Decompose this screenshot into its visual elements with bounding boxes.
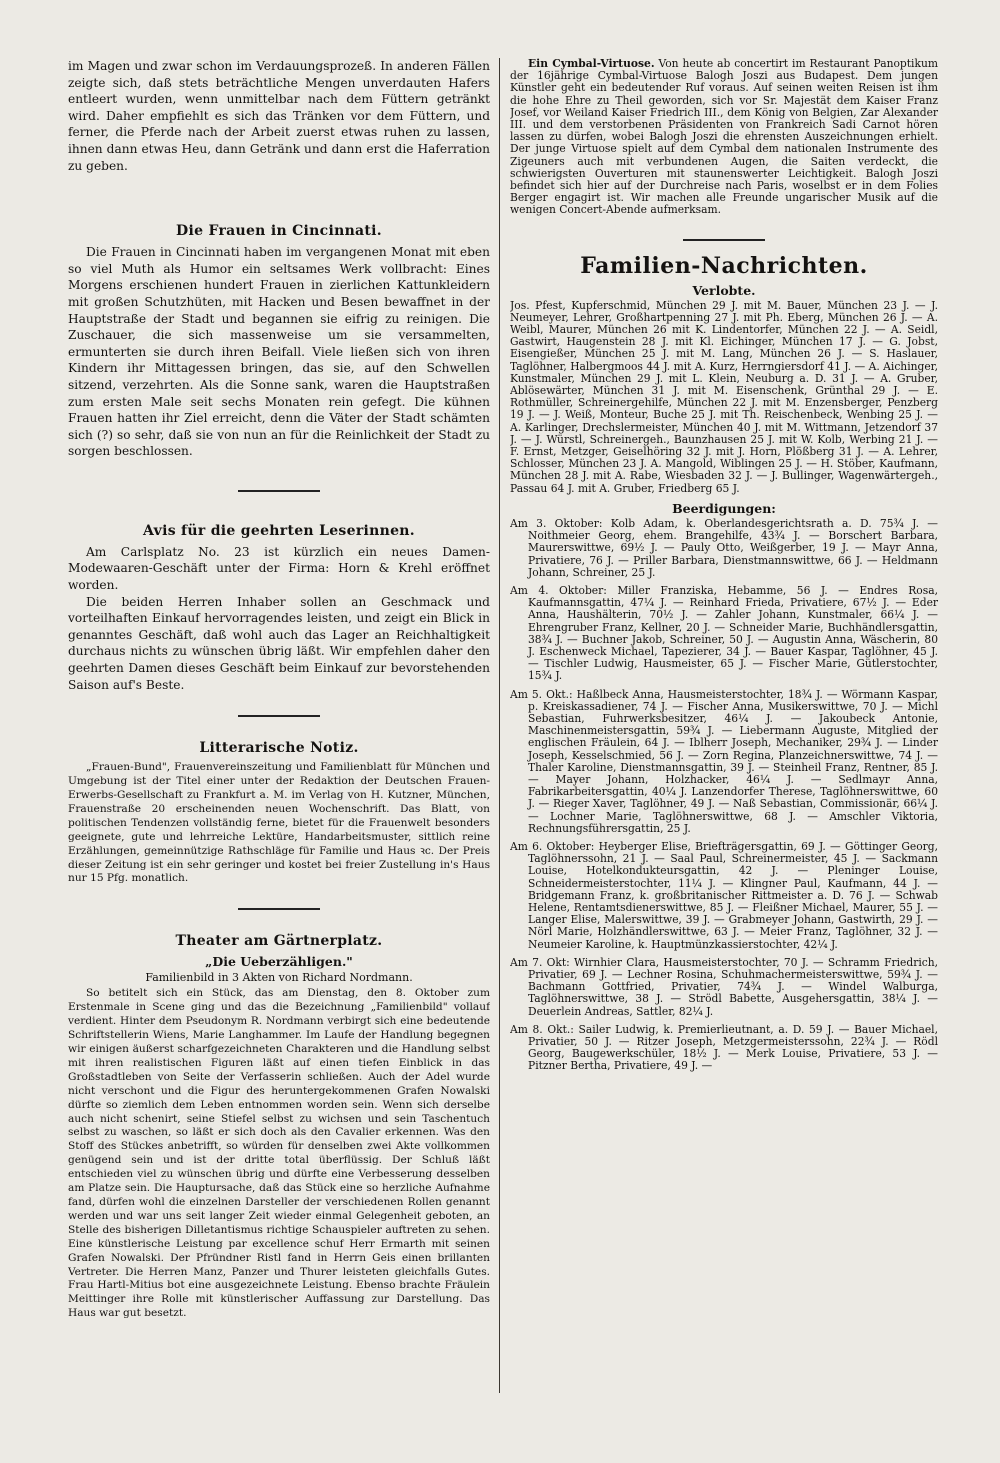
burial-entry: Am 5. Okt.: Haßlbeck Anna, Hausmeisterstochter, 18¾ J. — Wörmann Kaspar, p. Kreiskassadiener, 74 J. — Fischer Anna, Musikerswittwe, 70 J. — Michl Sebastian, Fuhrwerksbesitzer, 46¼ J. — Jakoubeck Antonie, Maschinenmeistersgattin, 59¾ J. — Liebermann Auguste, Mitglied der englischen Fräulein, 64 J. — Iblherr Joseph, Mechaniker, 29¾ J. — Linder Joseph, Kesselschmied, 56 J. — Zorn Regina, Planzeichnerswittwe, 74 J. — Thaler Karoline, Dienstmannsgattin, 39 J. — Steinheil Franz, Rentner, 85 J. — Mayer Johann, Holzhacker, 46¼ J. — Sedlmayr Anna, Fabrikarbeitersgattin, 40¼ J. Lanzendorfer Therese, Taglöhnerswittwe, 60 J. — Rieger Xaver, Taglöhner, 49 J. — Naß Sebastian, Commissionär, 66¼ J. — Lochner Marie, Taglöhnerswittwe, 68 J. — Amschler Viktoria, Rechnungsführersgattin, 25 J. (510, 687, 938, 835)
right-column (510, 58, 938, 1458)
theater-subtitle: Familienbild in 3 Akten von Richard Nordmann. (145, 971, 413, 985)
litterarische-body: „Frauen-Bund", Frauenvereinszeitung und Familienblatt für München und Umgebung ist der Titel einer unter der Redaktion der Deutschen Frauen-Erwerbs-Gesellschaft zu Frankfurt a. M. im Verlag von H. Kutzner, München, Frauenstraße 20 erscheinenden neuen Wochenschrift. Das Blatt, von politischen Tendenzen vollständig ferne, bietet für die Frauenwelt besonders geeignete, gute und lehrreiche Lektüre, Handarbeitsmuster, sittlich reine Erzählungen, gemeinnützige Rathschläge für Familie und Haus ꝛc. Der Preis dieser Zeitung ist ein sehr geringer und kostet bei freier Zustellung in's Haus nur 15 Pfg. monatlich. (68, 761, 490, 885)
cymbal-body: Von heute ab concertirt im Restaurant Panoptikum der 16jährige Cymbal-Virtuose Balogh Joszi aus Budapest. Dem jungen Künstler geht ein bedeutender Ruf voraus. Auf seinen weiten Reisen ist ihm die hohe Ehre zu Theil geworden, sich vor Sr. Majestät dem Kaiser Franz Josef, vor Weiland Kaiser Friedrich III., dem König von Belgien, Zar Alexander III. und dem verstorbenen Präsidenten von Frankreich Sadi Carnot hören lassen zu dürfen, wobei Balogh Joszi die ehrensten Auszeichnungen erhielt. Der junge Virtuose spielt auf dem Cymbal dem nationalen Instrumente des Zigeuners auch mit verbundenen Augen, die Saiten verdeckt, die schwierigsten Ouverturen mit staunenswerter Leichtigkeit. Balogh Joszi befindet sich hier auf der Durchreise nach Paris, woselbst er in dem Folies Berger engagirt ist. Wir machen alle Freunde ungarischer Musik auf die wenigen Concert-Abende aufmerksam. (510, 58, 938, 217)
horse-article-end: im Magen und zwar schon im Verdauungsprozeß. In anderen Fällen zeigte sich, daß stets beträchtliche Mengen unverdauten Hafers entleert wurden, wenn unmittelbar nach dem Füttern getränkt wird. Daher empfiehlt es sich das Tränken vor dem Füttern, und ferner, die Pferde nach der Arbeit zuerst etwas ruhen zu lassen, ihnen dann etwas Heu, dann Getränk und dann erst die Haferration zu geben. (68, 59, 490, 173)
avis-paragraph-1: Am Carlsplatz No. 23 ist kürzlich ein neues Damen-Modewaaren-Geschäft unter der Firma: Horn & Krehl eröffnet worden. (68, 544, 490, 593)
avis-paragraph-2: Die beiden Herren Inhaber sollen an Geschmack und vorteilhaften Einkauf hervorragendes leisten, und zeigt ein Blick in genanntes Geschäft, daß wohl auch das Lager an Reichhaltigkeit durchaus nichts zu wünschen übrig läßt. Wir empfehlen daher den geehrten Damen dieses Geschäft beim Einkauf zur bevorstehenden Saison auf's Beste. (68, 594, 490, 692)
cymbal-heading: Ein Cymbal-Virtuose. (528, 58, 655, 70)
cymbal-article (510, 58, 938, 217)
burial-entry: Am 8. Okt.: Sailer Ludwig, k. Premierlieutnant, a. D. 59 J. — Bauer Michael, Privatier, 50 J. — Ritzer Joseph, Metzgermeisterssohn, 22¾ J. — Rödl Georg, Baugewerkschüler, 18½ J. — Merk Louise, Privatiere, 53 J. — Pitzner Bertha, Privatiere, 49 J. — (510, 1022, 938, 1073)
burial-entry: Am 6. Oktober: Heyberger Elise, Briefträgersgattin, 69 J. — Göttinger Georg, Taglöhnerssohn, 21 J. — Saal Paul, Schreinermeister, 45 J. — Sackmann Louise, Hotelkondukteursgattin, 42 J. — Pleninger Louise, Schneidermeisterstochter, 11¼ J. — Klingner Paul, Kaufmann, 44 J. — Bridgemann Franz, k. großbritanischer Rittmeister a. D. 76 J. — Schwab Helene, Rentamtsdienerswittwe, 85 J. — Fleißner Michael, Maurer, 55 J. — Langer Elise, Malerswittwe, 39 J. — Grabmeyer Johann, Gastwirth, 29 J. — Nörl Marie, Holzhändlerswittwe, 63 J. — Meier Franz, Taglöhner, 32 J. — Neumeier Karoline, k. Hauptmünzkassierstochter, 42¼ J. (510, 839, 938, 951)
burial-entry: Am 4. Oktober: Miller Franziska, Hebamme, 56 J. — Endres Rosa, Kaufmannsgattin, 47¼ J. — Reinhard Frieda, Privatiere, 67½ J. — Eder Anna, Haushälterin, 70½ J. — Zahler Johann, Kunstmaler, 66¼ J. — Ehrengruber Franz, Kellner, 20 J. — Schneider Marie, Buchhändlersgattin, 38¾ J. — Buchner Jakob, Schreiner, 50 J. — Augustin Anna, Wäscherin, 80 J. Eschenweck Michael, Tapezierer, 34 J. — Bauer Kaspar, Taglöhner, 45 J. — Tischler Ludwig, Hausmeister, 65 J. — Fischer Marie, Gütlerstochter, 15¾ J. (510, 583, 938, 683)
theater-review: So betitelt sich ein Stück, das am Dienstag, den 8. Oktober zum Erstenmale in Scene ging und das die Bezeichnung „Familienbild" vollauf verdient. Hinter dem Pseudonym R. Nordmann verbirgt sich eine bedeutende Schriftstellerin Wiens, Marie Langhammer. Im Laufe der Handlung begegnen wir einigen äußerst scharfgezeichneten Charakteren und die Handlung selbst mit ihren realistischen Figuren läßt auf einen tiefen Einblick in das Großstadtleben von Seite der Verfasserin schließen. Auch der Adel wurde nicht verschont und die Figur des heruntergekommenen Grafen Nowalski dürfte so ziemlich dem Leben entnommen worden sein. Wenn sich derselbe auch nicht schenirt, seine Stiefel selbst zu wichsen und sein Taschentuch selbst zu waschen, so läßt er sich doch als den Cavalier erkennen. Was den Stoff des Stückes anbetrifft, so würden für denselben zwei Akte vollkommen genügend sein und ist der dritte total überflüssig. Der Schluß läßt entschieden viel zu wünschen übrig und dürfte eine Verbesserung desselben am Platze sein. Die Hauptursache, daß das Stück eine so herzliche Aufnahme fand, dürfen wohl die einzelnen Darsteller der verschiedenen Rollen genannt werden und war uns seit langer Zeit wieder einmal Gelegenheit geboten, an Stelle des bisherigen Dilletantismus richtige Schauspieler auftreten zu sehen. Eine künstlerische Leistung par excellence schuf Herr Ermarth mit seinen Grafen Nowalski. Der Pfründner Ristl fand in Herrn Geis einen brillanten Vertreter. Die Herren Manz, Panzer und Thurer leisteten gleichfalls Gutes. Frau Hartl-Mitius bot eine ausgezeichnete Leistung. Ebenso brachte Fräulein Meittinger ihre Rolle mit künstlerischer Auffassung zur Darstellung. Das Haus war gut besetzt. (68, 987, 490, 1320)
burial-entry: Am 7. Okt: Wirnhier Clara, Hausmeisterstochter, 70 J. — Schramm Friedrich, Privatier, 69 J. — Lechner Rosina, Schuhmachermeisterswittwe, 59¾ J. — Bachmann Gottfried, Privatier, 74¾ J. — Windel Walburga, Taglöhnerswittwe, 38 J. — Strödl Babette, Ausgehersgattin, 38¼ J. — Deuerlein Andreas, Sattler, 82¼ J. (510, 955, 938, 1018)
litterarische-heading: Litterarische Notiz. (199, 740, 359, 757)
theater-heading: Theater am Gärtnerplatz. (175, 933, 383, 950)
familien-heading: Familien-Nachrichten. (580, 252, 868, 279)
verlobte-list: Jos. Pfest, Kupferschmid, München 29 J. mit M. Bauer, München 23 J. — J. Neumeyer, Lehrer, Großhartpenning 27 J. mit Ph. Eberg, München 26 J. — A. Weibl, Maurer, München 26 mit K. Lindentorfer, München 22 J. — A. Seidl, Gastwirt, Haugenstein 28 J. mit Kl. Eichinger, München 17 J. — G. Jobst, Eisengießer, München 25 J. mit M. Lang, München 26 J. — S. Haslauer, Taglöhner, Halbergmoos 44 J. mit A. Kurz, Herrngiersdorf 41 J. — A. Aichinger, Kunstmaler, München 29 J. mit L. Klein, Neuburg a. D. 31 J. — A. Gruber, Ablösewärter, München 31 J. mit M. Eisenschenk, Grünthal 29 J. — E. Rothmüller, Schreinergehilfe, München 22 J. mit M. Enzensberger, Penzberg 19 J. — J. Weiß, Monteur, Buche 25 J. mit Th. Reischenbeck, Wenbing 25 J. — A. Karlinger, Drechslermeister, München 40 J. mit M. Wittmann, Jetzendorf 37 J. — J. Würstl, Schreinergeh., Baunzhausen 25 J. mit W. Kolb, Werbing 21 J. — F. Ernst, Metzger, Geiselhöring 32 J. mit J. Horn, Plößberg 31 J. — A. Lehrer, Schlosser, München 23 J. A. Mangold, Wiblingen 25 J. — H. Stöber, Kaufmann, München 28 J. mit A. Rabe, Wiesbaden 32 J. — J. Bullinger, Wagenwärtergeh., Passau 64 J. mit A. Gruber, Friedberg 65 J. (510, 298, 938, 495)
column-rule (499, 58, 500, 1393)
frauen-body: Die Frauen in Cincinnati haben im vergangenen Monat mit eben so viel Muth als Humor ein seltsames Werk vollbracht: Eines Morgens erschienen hundert Frauen in zierlichen Kattunkleidern mit großen Schutzhüten, mit Hacken und Besen bewaffnet in der Hauptstraße der Stadt und begannen sie eifrig zu reinigen. Die Zuschauer, die sich massenweise um sie versammelten, ermunterten sie durch ihren Beifall. Viele ließen sich von ihren Kindern ihr Mittagessen bringen, das sie, auf den Schwellen sitzend, verzehrten. Als die Sonne sank, waren die Hauptstraßen zum ersten Male seit sechs Monaten rein gefegt. Die kühnen Frauen hatten ihr Ziel erreicht, denn die Väter der Stadt schämten sich (?) so sehr, daß sie von nun an für die Reinlichkeit der Stadt zu sorgen beschlossen. (68, 245, 490, 459)
avis-heading: Avis für die geehrten Leserinnen. (143, 522, 415, 539)
burial-entry: Am 3. Oktober: Kolb Adam, k. Oberlandesgerichtsrath a. D. 75¾ J. — Noithmeier Georg, ehem. Brangehilfe, 43¾ J. — Borschert Barbara, Maurerswittwe, 69½ J. — Pauly Otto, Weißgerber, 19 J. — Mayr Anna, Privatiere, 76 J. — Priller Barbara, Dienstmannswittwe, 66 J. — Heldmann Johann, Schreiner, 25 J. (510, 516, 938, 579)
beerdigungen-heading: Beerdigungen: (672, 500, 776, 516)
frauen-heading: Die Frauen in Cincinnati. (176, 223, 382, 240)
left-column (68, 58, 490, 1458)
verlobte-heading: Verlobte. (692, 282, 756, 298)
theater-play-title: „Die Ueberzähligen." (205, 954, 353, 970)
